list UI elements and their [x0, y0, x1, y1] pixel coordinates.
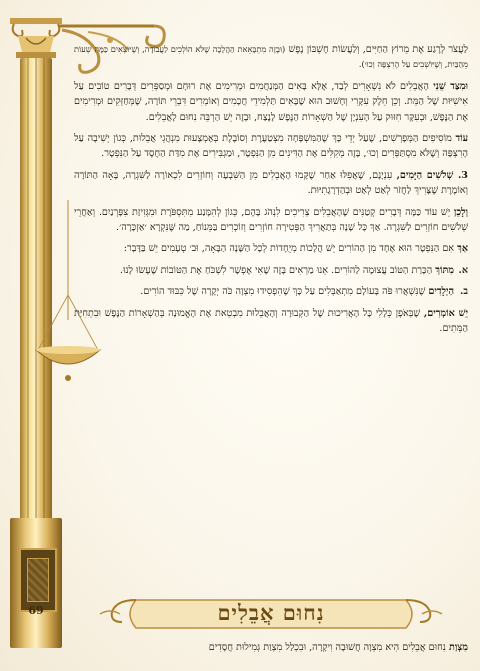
item-number: א.	[458, 264, 468, 276]
paragraph-text: מוֹסִיפִים הַמְּפָרְשִׁים, שֶׁעַל יְדֵי כָּךְ שֶׁהַמִּשְׁפָּחָה מִצְטַעֶרֶת וְסוֹבֶלֶת בְּאֶמְצָעוּת מִנְהֲגֵי אֲבֵלוּת, כְּגוֹן יְשִׁיבָה עַל הָרִצְפָּה וְשֶׁלֹּא מִסְתַּפְּרִים וְכוּ׳, בָּזֶה מְקִלִּים אֶת הַדִּינִים מִן הַנִּפְטָר, וּמַגְבִּירִים אֶת מִדַּת הַחֶסֶד עַל הַנִּפְטָר.	[74, 133, 468, 160]
numbered-item	[74, 263, 468, 278]
paragraph-lead: וּמִצַּד שֵׁנִי	[433, 80, 468, 92]
section-banner	[96, 590, 446, 638]
item-lead: מִתּוֹךְ	[435, 264, 454, 276]
main-text	[74, 42, 468, 343]
paragraph-lead: יֵשׁ אוֹמְרִים,	[423, 307, 468, 319]
paragraph	[74, 131, 468, 162]
item-text: שֶׁנִּשְׁאֲרוּ פֹּה בָּעוֹלָם מִתְאַבְּלִים עַל כָּךְ שֶׁהִפְסִידוּ מִצְוָה כֹּה יְקָרָה שֶׁל כִּבּוּד הוֹרִים.	[140, 286, 429, 298]
paragraph	[74, 79, 468, 125]
paragraph-lead: עוֹד	[455, 133, 468, 145]
paragraph-lead: וְלָכֵן	[453, 206, 468, 218]
paragraph-text: אִם הַנִּפְטָר הוּא אֶחָד מִן הַהוֹרִים יֵשׁ הֲלָכוֹת מְיֻחָדוֹת לְכָל הַשָּׁנָה הַבָּאָה, וּב׳ טְעָמִים יֵשׁ בַּדָּבָר:	[123, 243, 458, 255]
item-lead: הַיְלָדִים	[428, 286, 454, 298]
paragraph	[74, 241, 468, 256]
item-number: ב.	[460, 286, 468, 298]
paragraph	[74, 205, 468, 236]
column-capital-ornament	[10, 18, 62, 58]
paragraph-text: עִנְיָנָם, שֶׁאֲפִלּוּ אַחַר שֶׁקָּמוּ הָאֲבֵלִים מִן הַשִּׁבְעָה וְחוֹזְרִים לִכְאוֹרָה לַשִּׁגְרָה, בָּאָה הַתּוֹרָה וְאוֹמֶרֶת שֶׁצָּרִיךְ לַחֲזֹר לְאַט לְאַט וּבְהַדְרָגָתִיּוּת.	[74, 169, 468, 197]
paragraph	[74, 42, 468, 73]
closing-paragraph	[74, 306, 468, 337]
numbered-item	[74, 284, 468, 299]
paragraph-note: (וּבָזֶה מִתְבָּאֵאת הַהֲלָכָה שֶׁלֹּא הוֹלְכִים לַעֲבוֹדָה, וְשֶׁיּוֹצְאִים כַּמָּה שְׁעוֹת מֵהַבַּיִת, וְשֶׁיּוֹשְׁבִים עַל הָרִצְפָּה וְכוּ׳).	[74, 44, 468, 70]
paragraph-text: יֵשׁ עוֹד כַּמָּה דְּבָרִים קְטַנִּים שֶׁהָאֲבֵלִים צְרִיכִים לִנְהֹג בָּהֶם, כְּגוֹן לְהִמָּנַע מִתִּסְפֹּרֶת וּמִגְּזִיזַת צִפָּרְנַיִם. וְאַחֲרֵי שְׁלֹשִׁים חוֹזְרִים לַשִּׁגְרָה. אַךְ כָּל שָׁנָה בְּתַאֲרִיךְ הַפְּטִירָה חוֹזְרִים וְזוֹכְרִים בַּמֵּנוֹחַ, מַה שֶּׁנִּקְרָא ׳אַזְכָּרָה׳.	[74, 206, 468, 234]
paragraph-text: שֶׁבְּאֹפֶן כְּלָלִי כָּל הָאֲרִיכוּת שֶׁל הַקְּבוּרָה וְהָאֲבֵלוּת מִבְטֵאת אֶת הָאֱמוּנָה בְּהַשְׁאָרוֹת הַנֶּפֶשׁ וּבִתְחִיַּת הַמֵּתִים.	[74, 307, 468, 335]
paragraph-lead: 3. שְׁלֹשִׁים הַיָּמִים,	[396, 169, 468, 181]
bottom-paragraph	[74, 640, 468, 655]
base-decorative-panel	[19, 548, 57, 612]
column-base	[10, 518, 62, 648]
paragraph-text: לַעֲצֹר לְרֶגַע אֶת מֵרוֹץ הַחַיִּים, וְלַעֲשׂוֹת חֶשְׁבּוֹן נֶפֶשׁ	[288, 44, 468, 55]
paragraph-lead: אַךְ	[457, 243, 468, 255]
item-text: הַכָּרַת הַטּוֹב עֲצוּמָה לַהוֹרִים. אֵנוּ מַרְאִים בָּזֶה שֶׁאִי אֶפְשָׁר לִשְׁכֹּחַ אֶת הַטּוֹבוֹת שֶׁעָשׂוּ לָנוּ.	[119, 264, 436, 276]
paragraph	[74, 168, 468, 199]
paragraph-lead: מִצְוַת	[448, 642, 468, 653]
section-title: נִחוּם אֲבֵלִים	[217, 600, 325, 625]
paragraph-text: הָאֲבֵלִים לֹא נִשְׁאָרִים לְבַד, אֶלָּא בָּאִים הַמְּנַחֲמִים וּמְרִימִים אֶת רוּחָם וּמְסַפְּרִים דְּבָרִים טוֹבִים עַל אִישִׁיּוּת שֶׁל הַמֵּת. וְכֵן חֵלֶק עִקָּרִי וְחָשׁוּב הוּא שֶׁבָּאִים תַּלְמִידֵי חֲכָמִים וְאוֹמְרִים דִּבְרֵי תּוֹרָה, שֶׁמְּחַזְּקִים וּמְרִימִים אֶת הַנֶּפֶשׁ, וּבְעִקָּר חִזּוּק עַל הָעִנְיָן שֶׁל הַשְׁאָרוֹת הַנֶּפֶשׁ לָנֶצַח, וּבָזֶה יֵשׁ הַרְבֵּה נִחוּם לָאֲבֵלִים.	[74, 80, 468, 123]
page-number: 69	[28, 604, 44, 617]
paragraph-text: נִחוּם אֲבֵלִים הִיא מִצְוָה חֲשׁוּבָה וִיקָרָה, וּבִכְלַל מִצְוַת גְּמִילוּת חֲסָדִים	[208, 642, 449, 653]
